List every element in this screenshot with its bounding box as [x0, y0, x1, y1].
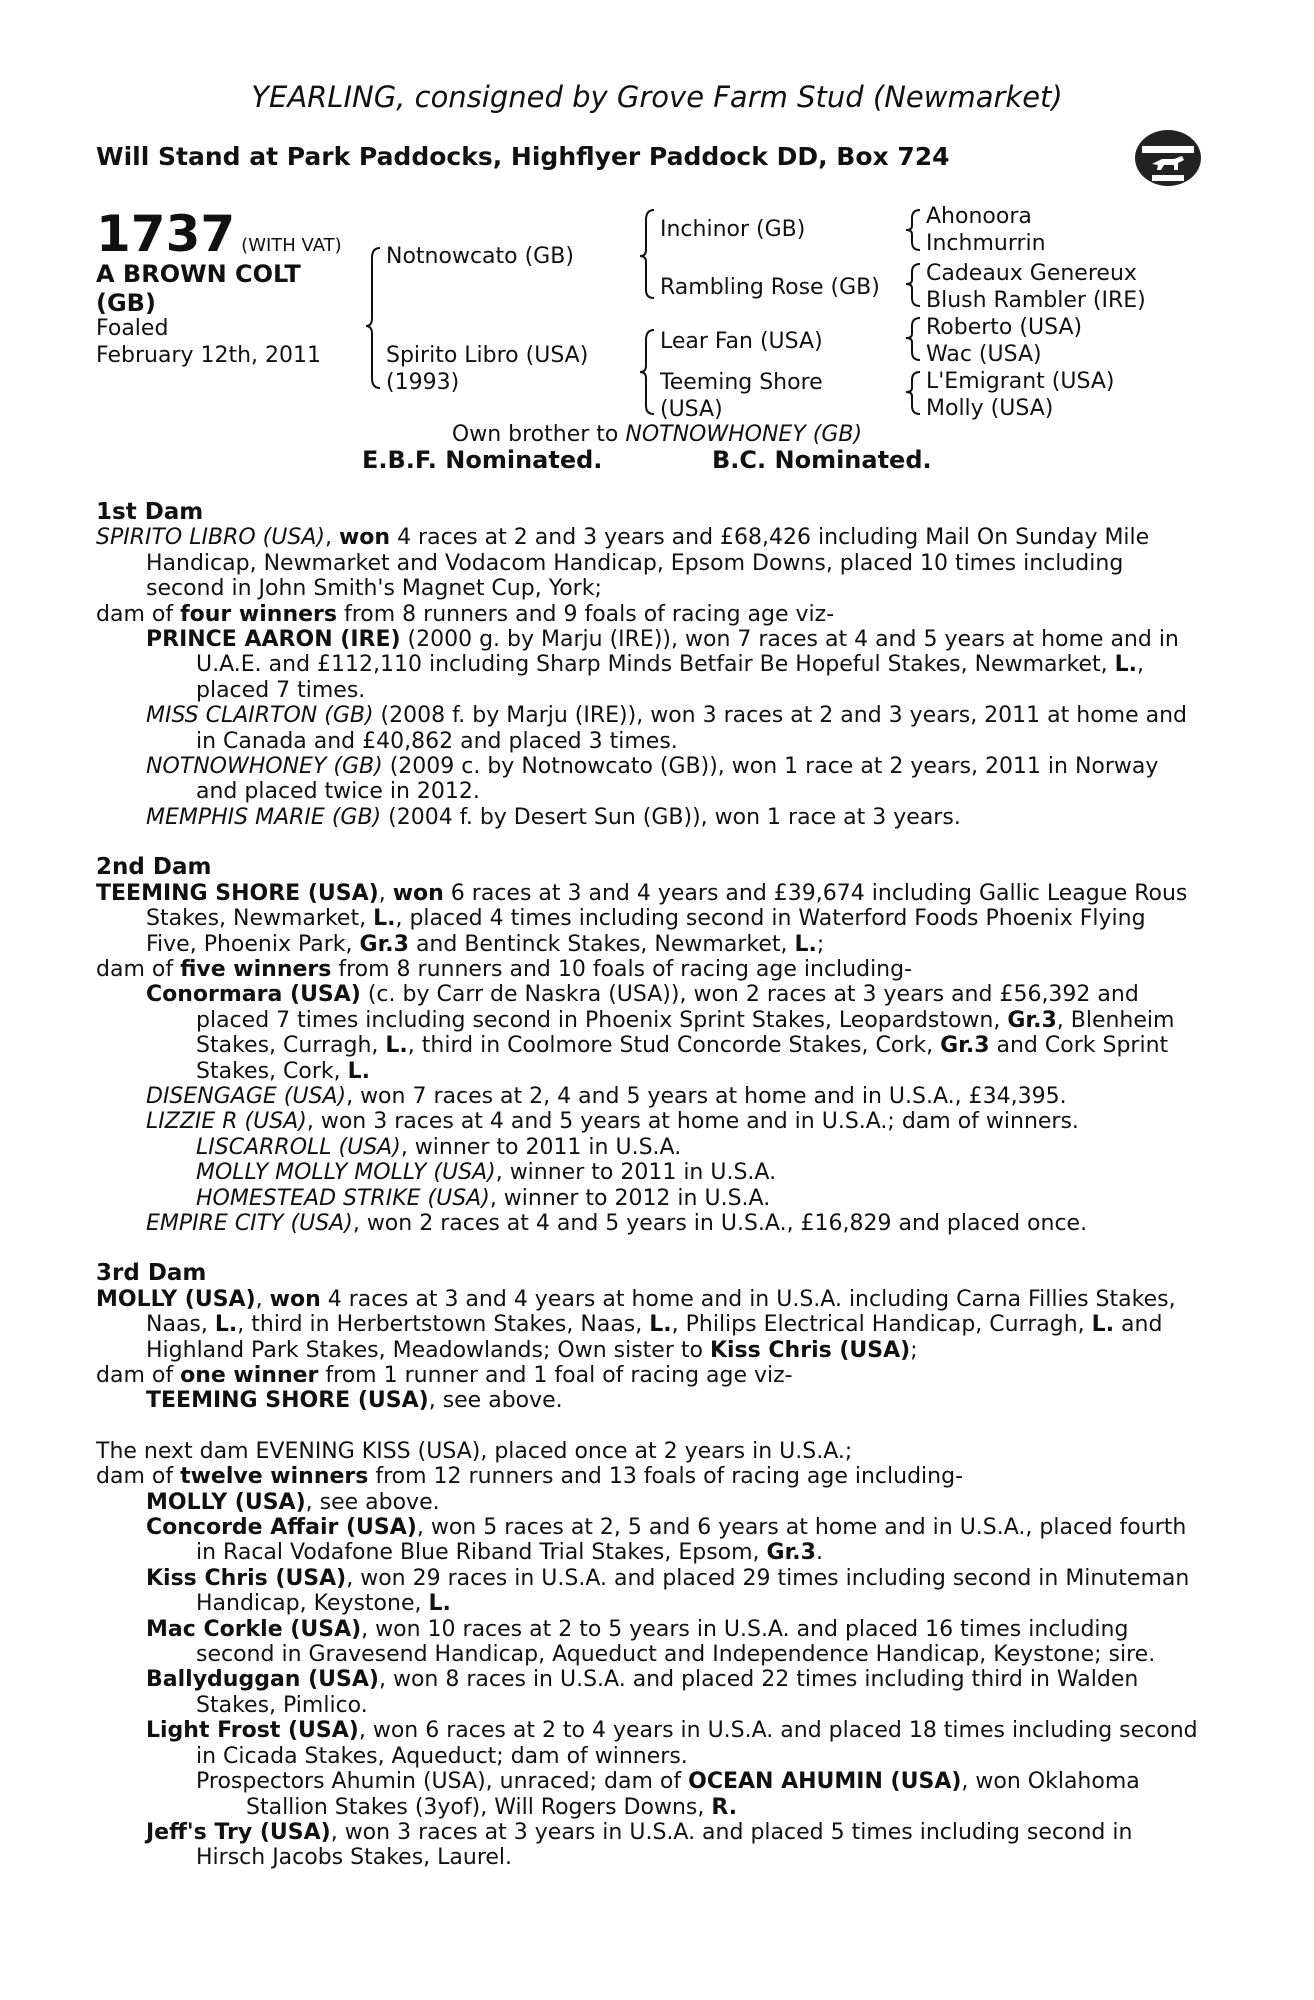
dam-dam: Teeming Shore: [660, 370, 823, 395]
stand-location: Will Stand at Park Paddocks, Highflyer Paddock DD, Box 724: [96, 142, 950, 171]
bc-nominated: B.C. Nominated.: [712, 446, 932, 474]
grand-produce-entry: LISCARROLL (USA), winner to 2011 in U.S.A.: [196, 1134, 682, 1160]
pedigree-brackets: [0, 0, 1314, 420]
consignor-line: YEARLING, consigned by Grove Farm Stud (Newmarket): [251, 80, 1063, 114]
produce-entry: Light Frost (USA), won 6 races at 2 to 4 years in U.S.A. and placed 18 times including second in Cicada Stakes, Aqueduct; dam of winners.: [146, 1718, 1198, 1769]
foaled-date: February 12th, 2011: [96, 343, 322, 368]
produce-summary: dam of twelve winners from 12 runners and 13 foals of racing age including-: [96, 1464, 964, 1490]
next-dam-record: The next dam EVENING KISS (USA), placed once at 2 years in U.S.A.;: [96, 1438, 853, 1464]
vat-note: (WITH VAT): [241, 235, 342, 256]
sire-sire: Inchinor (GB): [660, 217, 806, 242]
horse-description-line: (GB): [96, 289, 156, 317]
dam-record: MOLLY (USA), won 4 races at 3 and 4 years at home and in U.S.A. including Carna Fillies Stakes, Naas, L., third in Herbertstown Stakes, Naas, L., Philips Electrical Handicap, Curragh, L. and Highland Park Stakes, Meadowlands; Own sister to Kiss Chris (USA);: [96, 1286, 1176, 1363]
section-heading: 1st Dam: [96, 499, 204, 525]
sire-dam: Rambling Rose (GB): [660, 275, 880, 300]
produce-entry: Conormara (USA) (c. by Carr de Naskra (USA)), won 2 races at 3 years and £56,392 and placed 7 times including second in Phoenix Sprint Stakes, Leopardstown, Gr.3, Blenheim Stakes, Curragh, L., third in Coolmore Stud Concorde Stakes, Cork, Gr.3 and Cork Sprint Stakes, Cork, L.: [146, 982, 1175, 1084]
ebf-nominated: E.B.F. Nominated.: [362, 446, 603, 474]
produce-entry: DISENGAGE (USA), won 7 races at 2, 4 and 5 years at home and in U.S.A., £34,395.: [146, 1083, 1067, 1109]
produce-entry: MEMPHIS MARIE (GB) (2004 f. by Desert Sun (GB)), won 1 race at 3 years.: [146, 804, 961, 830]
section-heading: 2nd Dam: [96, 854, 212, 881]
produce-entry: MOLLY (USA), see above.: [146, 1489, 440, 1515]
produce-entry: PRINCE AARON (IRE) (2000 g. by Marju (IRE)), won 7 races at 4 and 5 years at home and in U.A.E. and £112,110 including Sharp Minds Betfair Be Hopeful Stakes, Newmarket, L., placed 7 times.: [146, 627, 1179, 703]
dam-sire: Lear Fan (USA): [660, 329, 823, 354]
grand-ancestor: Blush Rambler (IRE): [926, 288, 1146, 313]
produce-entry: Jeff's Try (USA), won 3 races at 3 years in U.S.A. and placed 5 times including second in Hirsch Jacobs Stakes, Laurel.: [146, 1819, 1133, 1871]
produce-entry: MISS CLAIRTON (GB) (2008 f. by Marju (IRE)), won 3 races at 2 and 3 years, 2011 at home and in Canada and £40,862 and placed 3 times.: [146, 703, 1188, 754]
dam: Spirito Libro (USA): [386, 343, 589, 368]
section-heading: 3rd Dam: [96, 1260, 207, 1287]
own-brother-note: [0, 422, 1314, 447]
horse-description-line: A BROWN COLT: [96, 260, 301, 288]
grand-ancestor: L'Emigrant (USA): [926, 369, 1115, 394]
dam-record: SPIRITO LIBRO (USA), won 4 races at 2 and 3 years and £68,426 including Mail On Sunday Mile Handicap, Newmarket and Vodacom Handicap, Epsom Downs, placed 10 times including second in John Smith's Magnet Cup, York;: [96, 525, 1150, 602]
produce-entry: Ballyduggan (USA), won 8 races in U.S.A. and placed 22 times including third in Walden Stakes, Pimlico.: [146, 1667, 1139, 1718]
produce-entry: Mac Corkle (USA), won 10 races at 2 to 5 years in U.S.A. and placed 16 times including second in Gravesend Handicap, Aqueduct and Independence Handicap, Keystone; sire.: [146, 1616, 1156, 1668]
own-brother-name: NOTNOWHONEY (GB): [625, 422, 863, 447]
produce-summary: dam of four winners from 8 runners and 9 foals of racing age viz-: [96, 601, 835, 627]
grand-produce-entry: Prospectors Ahumin (USA), unraced; dam of OCEAN AHUMIN (USA), won Oklahoma Stallion Stakes (3yof), Will Rogers Downs, R.: [196, 1769, 1140, 1820]
grand-ancestor: Inchmurrin: [926, 231, 1046, 256]
sire: Notnowcato (GB): [386, 244, 574, 269]
produce-entry: EMPIRE CITY (USA), won 2 races at 4 and 5 years in U.S.A., £16,829 and placed once.: [146, 1210, 1088, 1236]
produce-entry: Kiss Chris (USA), won 29 races in U.S.A. and placed 29 times including second in Minuteman Handicap, Keystone, L.: [146, 1565, 1190, 1617]
grand-produce-entry: HOMESTEAD STRIKE (USA), winner to 2012 in U.S.A.: [196, 1185, 771, 1211]
grand-ancestor: Wac (USA): [926, 342, 1042, 367]
grand-ancestor: Ahonoora: [926, 204, 1032, 229]
produce-entry: LIZZIE R (USA), won 3 races at 4 and 5 years at home and in U.S.A.; dam of winners.: [146, 1109, 1079, 1135]
produce-summary: dam of one winner from 1 runner and 1 foal of racing age viz-: [96, 1363, 793, 1388]
grand-ancestor: Cadeaux Genereux: [926, 261, 1137, 286]
catalogue-body: [96, 500, 1200, 1871]
dam-record: TEEMING SHORE (USA), won 6 races at 3 and 4 years and £39,674 including Gallic League Rous Stakes, Newmarket, L., placed 4 times including second in Waterford Foods Phoenix Flying Five, Phoenix Park, Gr.3 and Bentinck Stakes, Newmarket, L.;: [96, 880, 1188, 957]
dam-dam-country: (USA): [660, 397, 723, 422]
own-brother-prefix: Own brother to: [451, 422, 626, 447]
produce-summary: dam of five winners from 8 runners and 10 foals of racing age including-: [96, 956, 913, 982]
produce-entry: Concorde Affair (USA), won 5 races at 2, 5 and 6 years at home and in U.S.A., placed fourth in Racal Vodafone Blue Riband Trial Stakes, Epsom, Gr.3.: [146, 1515, 1187, 1566]
grand-produce-entry: MOLLY MOLLY MOLLY (USA), winner to 2011 in U.S.A.: [196, 1160, 777, 1186]
produce-entry: TEEMING SHORE (USA), see above.: [146, 1388, 563, 1414]
grand-ancestor: Roberto (USA): [926, 315, 1083, 340]
grand-ancestor: Molly (USA): [926, 396, 1054, 421]
produce-entry: NOTNOWHONEY (GB) (2009 c. by Notnowcato (GB)), won 1 race at 2 years, 2011 in Norway and placed twice in 2012.: [146, 754, 1159, 805]
lot-number: 1737: [96, 205, 236, 263]
dam-year: (1993): [386, 370, 460, 395]
foaled-label: Foaled: [96, 316, 169, 341]
